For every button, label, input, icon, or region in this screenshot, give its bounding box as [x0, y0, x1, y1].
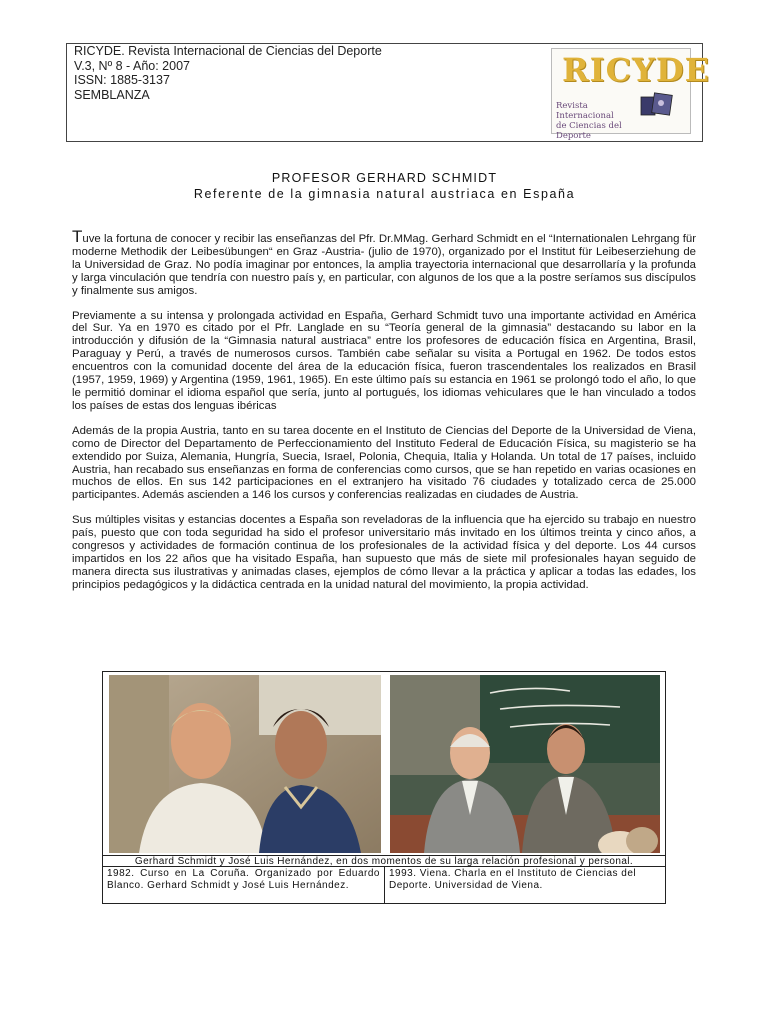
drop-cap: T: [72, 227, 83, 246]
journal-info: [74, 44, 382, 102]
photo-coruna-1982: [109, 675, 381, 853]
caption-row: [103, 866, 665, 904]
journal-section: SEMBLANZA: [74, 87, 150, 102]
logo-subtitle-line-1: Revista Internacional: [556, 101, 614, 121]
paragraph-3: Además de la propia Austria, tanto en su tarea docente en el Instituto de Ciencias del Deporte de la Universidad de Viena, como de Director del Departamento de Perfeccionamiento del Instituto Federal de Educación Física, su magisterio se ha extendido por Suiza, Alemania, Hungría, Suecia, Israel, Polonia, Chequia, Italia y Holanda. Un total de 17 países, incluido Austria, han recabado sus enseñanzas en forma de conferencias como cursos, que se han repetido en varias ocasiones en muchos de ellos. En sus 142 participaciones en el extranjero ha visitado 76 ciudades y totalizado cerca de 25.000 participantes. Además ascienden a 146 los cursos y conferencias realizadas en ciudades de Austria.: [72, 424, 696, 502]
article-body: [72, 227, 696, 604]
photo-viena-1993: [390, 675, 660, 853]
journal-issn: ISSN: 1885-3137: [74, 73, 170, 87]
article-title: [66, 170, 703, 203]
paragraph-1: [72, 227, 696, 298]
logo-subtitle: [556, 101, 646, 141]
logo-subtitle-line-2: de Ciencias del Deporte: [556, 121, 622, 141]
paragraph-2: Previamente a su intensa y prolongada actividad en España, Gerhard Schmidt tuvo una importante actividad en América del Sur. Ya en 1970 es citado por el Pfr. Langlade en su “Teoría general de la gimnasia” destacando su labor en la introducción y difusión de la “Gimnasia natural austriaca” entre los profesores de educación física en Argentina, Brasil, Paraguay y Perú, a través de numerosos cursos. También cabe señalar su visita a Portugal en 1962. De todos estos encuentros con la comunidad docente del área de la educación física, fueron trascendentales los realizados en Brasil (1957, 1959, 1969) y Argentina (1959, 1961, 1965). En este último país su estancia en 1961 se prolongó todo el año, lo que le permitió dominar el idioma español que sería, junto al portugués, los idiomas vehiculares que le han vinculado a todos los países de estas dos lenguas ibéricas: [72, 309, 696, 412]
books-icon: [640, 91, 674, 117]
caption-right: 1993. Viena. Charla en el Instituto de Ciencias del Deporte. Universidad de Viena.: [389, 868, 637, 891]
journal-header: [66, 43, 711, 142]
paragraph-1-text: uve la fortuna de conocer y recibir las enseñanzas del Pfr. Dr.MMag. Gerhard Schmidt en el “Internationalen Lehrgang für moderne Methodik der Leibesübungen“ en Graz -Austria- (julio de 1970), organizado por el Institut für Leibeserziehung de la Universidad de Graz. No podía imaginar por entonces, la amplia trayectoria internacional que desarrollaría y la profunda y larga vinculación que tendría con nuestro país y, en particular, con algunos de los que a la postre seríamos sus discípulos y finalmente sus amigos.: [72, 233, 696, 297]
photo-figure: [102, 671, 666, 904]
paragraph-4: Sus múltiples visitas y estancias docentes a España son reveladoras de la influencia que ha ejercido su trabajo en nuestro país, puesto que con toda seguridad ha sido el profesor universitario más invitado en los últimos treinta y cinco años, a congresos y actividades de formación continua de los profesionales de la actividad física y del deporte. Los 44 cursos impartidos en los 22 años que ha visitado España, han supuesto que más de siete mil profesionales hayan seguido de manera directa sus ilustrativas y animadas clases, ejemplos de cómo llevar a la práctica y aplicar a todas las edades, los principios pedagógicos y la didáctica centrada en la unidad natural del movimiento, la propia actividad.: [72, 514, 696, 591]
journal-volume: V.3, Nº 8 - Año: 2007: [74, 58, 190, 73]
figure-caption: Gerhard Schmidt y José Luis Hernández, en dos momentos de su larga relación profesional y personal.: [103, 855, 665, 867]
ricyde-logo: [551, 48, 711, 141]
title-main: PROFESOR GERHARD SCHMIDT: [271, 171, 498, 185]
caption-left: 1982. Curso en La Coruña. Organizado por Eduardo Blanco. Gerhard Schmidt y José Luis Hernández.: [103, 867, 385, 904]
title-subtitle: Referente de la gimnasia natural austriaca en España: [193, 187, 576, 201]
journal-name: RICYDE. Revista Internacional de Ciencias del Deporte: [74, 44, 382, 58]
logo-wordmark: RICYDE: [562, 51, 711, 89]
